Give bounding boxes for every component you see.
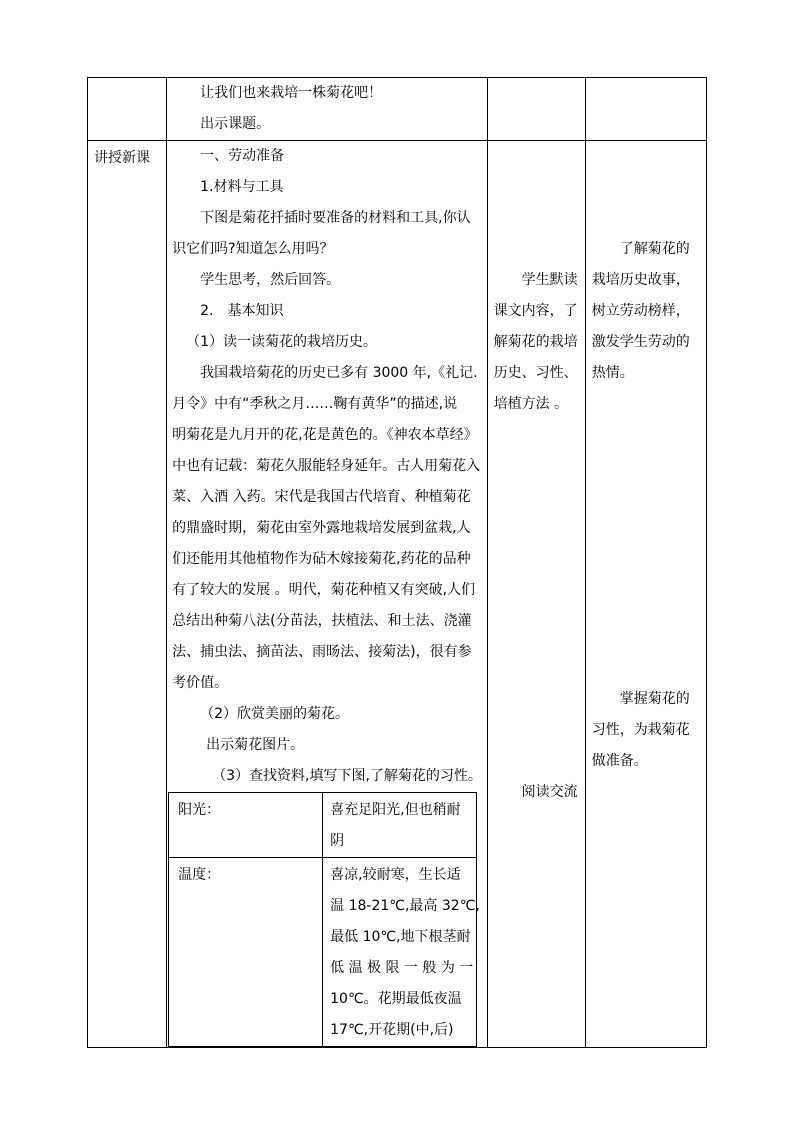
- habit-value-cell: [323, 793, 477, 858]
- text-line: 阅读交流: [521, 784, 578, 800]
- habit-label: 温度：: [178, 867, 221, 883]
- section-heading: 2. 基本知识: [200, 303, 284, 319]
- habit-table: [168, 792, 480, 1047]
- text-line: 学生默读: [521, 272, 578, 288]
- text-line: 低 温 极 限 一 般 为 一: [330, 960, 474, 976]
- text-line: 做准备。: [591, 753, 648, 769]
- row1-purpose-cell: [585, 78, 706, 141]
- habit-label: 阳光：: [178, 802, 221, 818]
- row1-student-cell: [487, 78, 585, 141]
- text-line: 菜、入酒 入药。宋代是我国古代培育、种植菊花: [172, 489, 471, 505]
- text-line: 最低 10℃,地下根茎耐: [330, 929, 471, 945]
- text-line: 有了较大的发展 。明代，菊花种植又有突破,人们: [172, 582, 476, 598]
- stage-cell: [88, 141, 167, 1048]
- text-line: 考价值。: [172, 675, 229, 691]
- text-line: 总结出种菊八法(分苗法，扶植法、和土法、浇灌: [172, 613, 472, 629]
- text-line: 历史、习性、: [493, 365, 578, 381]
- text-line: 激发学生劳动的: [591, 334, 690, 350]
- design-purpose-cell: [585, 141, 706, 1048]
- sub-heading: （1）读一读菊花的栽培历史。: [186, 334, 378, 350]
- text-line: 17℃,开花期(中,后): [330, 1022, 454, 1038]
- text-line: 的鼎盛时期，菊花由室外露地栽培发展到盆栽,人: [172, 520, 471, 536]
- text-line: 出示菊花图片。: [206, 737, 305, 753]
- table-row: [169, 858, 477, 1047]
- text-line: 阴: [330, 833, 345, 849]
- text-line: 下图是菊花扦插时要准备的材料和工具,你认: [200, 210, 471, 226]
- text-line: 中也有记载：菊花久服能轻身延年。古人用菊花入: [172, 458, 481, 474]
- text-line: 树立劳动榜样，: [591, 303, 690, 319]
- text-line: 解菊花的栽培: [493, 334, 578, 350]
- text-line: 学生思考，然后回答。: [200, 272, 341, 288]
- row1-stage-cell: [88, 78, 167, 141]
- habit-label-cell: [169, 793, 323, 858]
- lesson-plan-table: [87, 77, 707, 1048]
- stage-label: 讲授新课: [94, 150, 150, 166]
- sub-heading: （3）查找资料,填写下图,了解菊花的习性。: [212, 768, 482, 784]
- text-line: 出示课题。: [200, 116, 271, 132]
- text-line: 喜充足阳光,但也稍耐: [330, 802, 461, 818]
- student-activity-cell: [487, 141, 585, 1048]
- text-line: 了解菊花的: [619, 241, 690, 257]
- content-cell: [167, 141, 488, 1048]
- text-line: 10℃。花期最低夜温: [330, 991, 462, 1007]
- habit-label-cell: [169, 858, 323, 1047]
- text-line: 掌握菊花的: [619, 691, 690, 707]
- section-heading: 1.材料与工具: [200, 179, 284, 195]
- text-line: 让我们也来栽培一株菊花吧！: [200, 85, 383, 101]
- row1-content-cell: [167, 78, 488, 141]
- text-line: 温 18-21℃,最高 32℃,: [330, 898, 480, 914]
- text-line: 我国栽培菊花的历史已多有 3000 年,《礼记.: [200, 365, 478, 381]
- text-line: 们还能用其他植物作为砧木嫁接菊花,药花的品种: [172, 551, 471, 567]
- text-line: 喜凉,较耐寒，生长适: [330, 867, 461, 883]
- table-row: [88, 78, 707, 141]
- text-line: 课文内容，了: [493, 303, 578, 319]
- table-row: [88, 141, 707, 1048]
- text-line: 法、捕虫法、摘苗法、雨旸法、接菊法)，很有参: [172, 644, 472, 660]
- section-heading: 一、劳动准备: [200, 148, 285, 164]
- text-line: 热情。: [591, 365, 634, 381]
- sub-heading: （2）欣赏美丽的菊花。: [200, 706, 350, 722]
- text-line: 习性，为栽菊花: [591, 722, 690, 738]
- habit-value-cell: [323, 858, 480, 1047]
- text-line: 明菊花是九月开的花,花是黄色的。《神农本草经》: [172, 427, 478, 443]
- table-row: [169, 793, 477, 858]
- text-line: 栽培历史故事，: [591, 272, 690, 288]
- text-line: 识它们吗?知道怎么用吗？: [172, 241, 334, 257]
- text-line: 培植方法 。: [493, 396, 569, 412]
- text-line: 月令》中有“季秋之月……鞠有黄华”的描述,说: [172, 396, 458, 412]
